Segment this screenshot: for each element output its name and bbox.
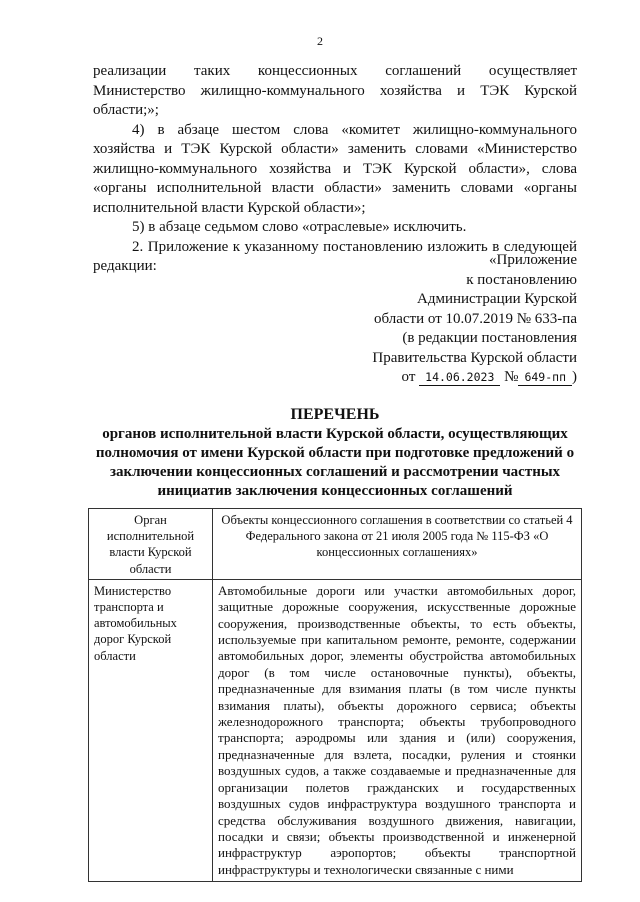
number-label: № [504,369,519,385]
approval-date-line [330,368,577,388]
paragraph-item-5: 5) в абзаце седьмом слово «отраслевые» исключить. [132,219,467,235]
body-text [93,62,577,277]
approval-line: «Приложение [488,252,577,268]
table-header-row [89,509,582,580]
approval-line: области от 10.07.2019 № 633-па [374,310,577,327]
approval-line: к постановлению [466,271,577,288]
paragraph-continuation: реализации таких концессионных соглашений осуществляет Министерство жилищно-коммунального хозяйства и ТЭК Курской области;»; [93,63,577,118]
table-row [89,579,582,881]
header-cell-objects: Объекты концессионного соглашения в соответствии со статьей 4 Федерального закона от 21 июля 2005 года № 115-ФЗ «О концессионных соглашениях» [213,509,582,580]
from-label: от [401,369,416,385]
paragraph-item-2: 2. Приложение к указанному постановлению изложить в следующей редакции: [93,238,577,274]
list-subtitle: органов исполнительной власти Курской области, осуществляющих полномочия от имени Курской области при подготовке предложений о заключении концессионных соглашений и рассмотрении частных инициатив заключения концессионных соглашений [95,426,575,499]
list-heading [93,405,577,501]
decree-date: 14.06.2023 [419,370,500,386]
authorities-table [88,508,582,882]
approval-line: Администрации Курской [416,291,577,307]
approval-block [330,251,577,388]
cell-authority: Министерство транспорта и автомобильных дорог Курской области [89,579,213,881]
decree-number: 649-пп [518,370,572,386]
list-title: ПЕРЕЧЕНЬ [290,406,380,423]
paragraph-item-4: 4) в абзаце шестом слова «комитет жилищно-коммунального хозяйства и ТЭК Курской области» заменить словами «Министерство жилищно-коммунального хозяйства и ТЭК Курской области», слова «органы исполнительной власти области» заменить словами «органы исполнительной власти Курской области»; [93,121,577,216]
header-cell-authority: Орган исполнительной власти Курской области [89,509,213,580]
approval-line: (в редакции постановления [402,330,577,346]
approval-line: Правительства Курской области [372,349,577,366]
closing-paren: ) [572,369,577,385]
page-number: 2 [317,34,323,48]
cell-objects: Автомобильные дороги или участки автомобильных дорог, защитные дорожные сооружения, искусственные дорожные сооружения, производственные объекты, то есть объекты, используемые при капитальном ремонте, ремонте, содержании автомобильных дорог, элементы обустройства автомобильных дорог (в том числе остановочные пункты), объекты, предназначенные для взимания платы (в том числе пункты взимания платы), объекты дорожного сервиса; объекты железнодорожного транспорта; объекты трубопроводного транспорта; аэродромы или здания и (или) сооружения, предназначенные для взлета, посадки, руления и стоянки воздушных судов, а также создаваемые и предназначенные для организации полетов гражданских и государственных воздушных судов инфраструктура воздушного транспорта и средства обслуживания воздушного движения, навигации, посадки и связи; объекты производственной и инженерной инфраструктур аэропортов; объекты транспортной инфраструктуры и технологически связанные с ними [213,579,582,881]
